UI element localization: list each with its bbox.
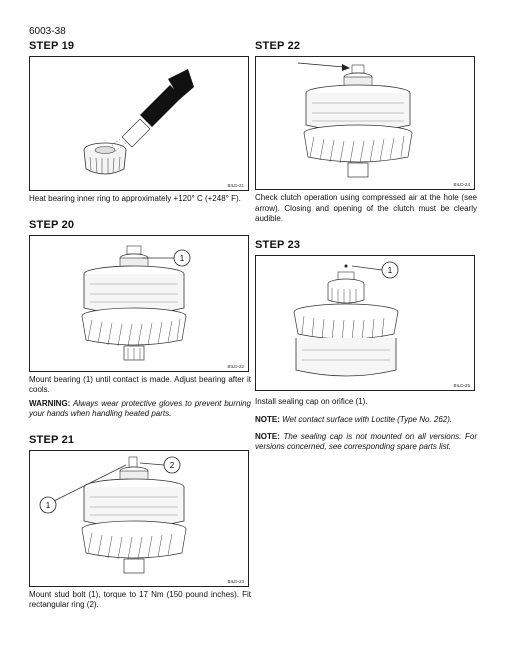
note-label: NOTE: <box>255 415 280 424</box>
bearing-on-clutch-illustration <box>30 236 248 371</box>
step-23-text: Install sealing cap on orifice (1). <box>255 396 368 406</box>
step-20-title: STEP 20 <box>29 218 75 231</box>
step-23-title: STEP 23 <box>255 238 301 251</box>
bearing-inner-ring <box>84 143 126 174</box>
callout-label: 1 <box>179 253 185 263</box>
step-19-text: Heat bearing inner ring to approximately +120° C (+248° F). <box>29 194 241 203</box>
step-21-figure <box>29 450 249 587</box>
step-22-title: STEP 22 <box>255 40 301 52</box>
step-19-title: STEP 19 <box>29 40 75 52</box>
clutch-assembly <box>82 457 186 573</box>
heat-gun-icon <box>110 69 194 152</box>
warning-label: WARNING: <box>29 398 71 408</box>
step-21-text: Mount stud bolt (1), torque to 17 Nm (150 pound inches). Fit rectangular ring (2). <box>29 589 251 609</box>
note-text: The sealing cap is not mounted on all versions. For versions concerned, see corresponding spare parts list. <box>255 431 477 451</box>
figure-code: BILD-25 <box>453 382 470 388</box>
step-23-note-1 <box>255 415 477 426</box>
step-23-figure <box>255 255 475 391</box>
stud-bolt-illustration <box>30 451 248 586</box>
sealing-cap-illustration <box>256 256 474 390</box>
heated-bearing-illustration <box>30 57 248 190</box>
clutch-assembly <box>82 246 186 360</box>
step-20-figure <box>29 235 249 372</box>
left-column <box>29 40 251 611</box>
figure-code: BILD-24 <box>453 182 470 187</box>
figure-code: BILD-23 <box>227 578 244 584</box>
step-19-figure <box>29 56 249 191</box>
callout-label: 1 <box>387 265 393 275</box>
callout-label: 1 <box>45 500 51 510</box>
note-label: NOTE: <box>255 431 280 441</box>
callout-1 <box>382 262 398 278</box>
step-23-note-2 <box>255 432 477 453</box>
step-20-warning <box>29 399 251 420</box>
right-column <box>255 40 477 453</box>
warning-text: Always wear protective gloves to prevent burning your hands when handling heated parts. <box>29 398 251 418</box>
figure-code: BILD-21 <box>227 183 244 188</box>
page-number: 6003-38 <box>29 26 66 37</box>
callout-2 <box>164 457 180 473</box>
step-22-figure <box>255 56 475 190</box>
note-text: Wet contact surface with Loctite (Type No. 262). <box>279 415 453 424</box>
clutch-assembly <box>294 264 398 376</box>
arrow-icon <box>298 63 350 71</box>
clutch-air-check-illustration <box>256 57 474 189</box>
figure-code: BILD-22 <box>227 363 244 369</box>
callout-label: 2 <box>169 460 175 470</box>
callout-leader <box>140 463 164 465</box>
step-22-text: Check clutch operation using compressed air at the hole (see arrow). Closing and opening of the clutch must be clearly audible. <box>255 193 477 223</box>
callout-1 <box>40 497 56 513</box>
step-20-text: Mount bearing (1) until contact is made. Adjust bearing after it cools. <box>29 374 251 394</box>
clutch-assembly <box>304 65 412 177</box>
callout-1 <box>174 250 190 266</box>
step-21-title: STEP 21 <box>29 433 75 446</box>
callout-leader <box>352 266 382 270</box>
